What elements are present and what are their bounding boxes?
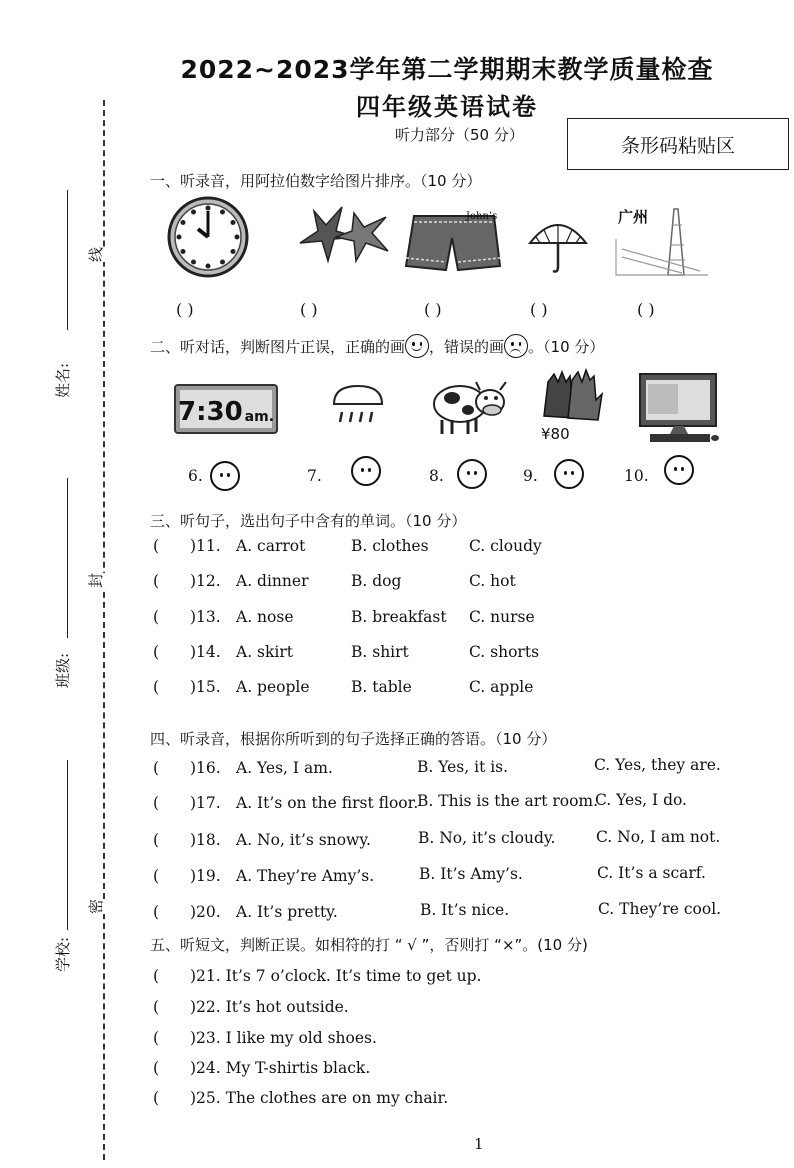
name-label: 姓名:: [54, 362, 72, 398]
q21-statement: )21. It’s 7 o’clock. It’s time to get up.: [190, 967, 482, 985]
barcode-area-label: 条形码粘贴区: [620, 134, 735, 157]
q23-statement: )23. I like my old shoes.: [190, 1029, 377, 1047]
q16-number: )16.: [190, 759, 221, 777]
q7-face-icon[interactable]: [351, 456, 381, 486]
digital-clock-am: am.: [244, 409, 275, 425]
bind-word-mi: 密: [87, 898, 106, 915]
q11-option-c: C. cloudy: [469, 537, 542, 555]
bind-word-xian: 线: [87, 246, 106, 263]
q19-option-c: C. It’s a scarf.: [597, 864, 706, 882]
q16-option-b: B. Yes, it is.: [417, 758, 509, 776]
q13-number: )13.: [190, 608, 221, 626]
q8-number: 8.: [429, 467, 444, 485]
city-tag: 广州: [618, 208, 649, 226]
answer-paren[interactable]: (: [153, 903, 160, 921]
q8-face-icon[interactable]: [457, 459, 487, 489]
q14-number: )14.: [190, 643, 221, 661]
section2-title-prefix: 二、听对话，判断图片正误，正确的画: [150, 338, 406, 356]
q19-number: )19.: [190, 867, 221, 885]
exam-subtitle: 四年级英语试卷: [356, 93, 538, 121]
sad-face-icon: [504, 334, 528, 358]
blank-5[interactable]: ( ): [637, 300, 655, 319]
answer-paren[interactable]: (: [153, 867, 160, 885]
q10-face-icon[interactable]: [664, 455, 694, 485]
page-number: 1: [474, 1135, 484, 1153]
q20-option-b: B. It’s nice.: [420, 901, 510, 919]
barcode-area: [567, 118, 789, 170]
school-label: 学校:: [54, 936, 72, 972]
cow-icon: [430, 374, 510, 436]
answer-paren[interactable]: (: [153, 831, 160, 849]
q17-option-c: C. Yes, I do.: [595, 791, 687, 809]
q6-number: 6.: [188, 467, 203, 485]
rain-cloud-icon: [330, 382, 386, 432]
q11-option-a: A. carrot: [236, 537, 306, 555]
smile-face-icon: [405, 334, 429, 358]
class-underline: [67, 478, 68, 638]
q17-option-b: B. This is the art room.: [417, 792, 599, 810]
q15-option-c: C. apple: [469, 678, 534, 696]
q13-option-b: B. breakfast: [351, 608, 447, 626]
answer-paren[interactable]: (: [153, 794, 160, 812]
listening-part-label: 听力部分（50 分）: [395, 126, 524, 144]
q18-option-c: C. No, I am not.: [596, 828, 721, 846]
blank-2[interactable]: ( ): [300, 300, 318, 319]
q15-option-a: A. people: [236, 678, 310, 696]
q17-option-a: A. It’s on the first floor.: [236, 794, 419, 812]
class-label: 班级:: [54, 652, 72, 688]
q14-option-b: B. shirt: [351, 643, 409, 661]
blank-4[interactable]: ( ): [530, 300, 548, 319]
q14-option-a: A. skirt: [236, 643, 293, 661]
q14-option-c: C. shorts: [469, 643, 540, 661]
digital-clock-time: 7:30: [177, 397, 243, 427]
q13-option-a: A. nose: [236, 608, 294, 626]
q15-option-b: B. table: [351, 678, 412, 696]
q12-option-a: A. dinner: [236, 572, 309, 590]
q18-option-a: A. No, it’s snowy.: [236, 831, 371, 849]
answer-paren[interactable]: (: [153, 572, 160, 590]
shorts-tag: John’s: [466, 211, 498, 222]
q17-number: )17.: [190, 794, 221, 812]
answer-paren[interactable]: (: [153, 643, 160, 661]
q22-statement: )22. It’s hot outside.: [190, 998, 349, 1016]
answer-paren[interactable]: (: [153, 1059, 160, 1077]
section2-title: [150, 334, 604, 358]
q6-face-icon[interactable]: [210, 461, 240, 491]
section5-title: 五、听短文，判断正误。如相符的打 “ √ ”，否则打 “×”。(10 分): [150, 936, 588, 954]
bind-word-feng: 封: [87, 572, 106, 589]
q20-option-a: A. It’s pretty.: [236, 903, 338, 921]
digital-clock-icon: [174, 384, 278, 434]
section1-title: 一、听录音，用阿拉伯数字给图片排序。（10 分）: [150, 172, 482, 190]
q20-option-c: C. They’re cool.: [598, 900, 722, 918]
q7-number: 7.: [307, 467, 322, 485]
q13-option-c: C. nurse: [469, 608, 535, 626]
answer-paren[interactable]: (: [153, 1029, 160, 1047]
gloves-icon: [538, 368, 604, 432]
blank-1[interactable]: ( ): [176, 300, 194, 319]
blank-3[interactable]: ( ): [424, 300, 442, 319]
answer-paren[interactable]: (: [153, 608, 160, 626]
q12-option-b: B. dog: [351, 572, 402, 590]
answer-paren[interactable]: (: [153, 537, 160, 555]
q10-number: 10.: [624, 467, 649, 485]
section4-title: 四、听录音，根据你所听到的句子选择正确的答语。（10 分）: [150, 730, 557, 748]
q15-number: )15.: [190, 678, 221, 696]
q11-number: )11.: [190, 537, 221, 555]
q11-option-b: B. clothes: [351, 537, 429, 555]
section3-title: 三、听句子，选出句子中含有的单词。（10 分）: [150, 512, 467, 530]
section2-title-mid: ，错误的画: [429, 338, 505, 356]
name-underline: [67, 190, 68, 330]
q25-statement: )25. The clothes are on my chair.: [190, 1089, 449, 1107]
q16-option-c: C. Yes, they are.: [594, 756, 721, 774]
clock-icon: [166, 195, 250, 279]
exam-title: 2022~2023学年第二学期期末教学质量检查: [180, 55, 714, 84]
tower-icon: [612, 205, 712, 279]
q19-option-b: B. It’s Amy’s.: [419, 865, 523, 883]
answer-paren[interactable]: (: [153, 967, 160, 985]
answer-paren[interactable]: (: [153, 998, 160, 1016]
q18-number: )18.: [190, 831, 221, 849]
starfish-icon: [294, 203, 392, 265]
q20-number: )20.: [190, 903, 221, 921]
q9-number: 9.: [523, 467, 538, 485]
computer-icon: [638, 372, 722, 446]
section2-title-suffix: 。（10 分）: [528, 338, 605, 356]
q12-option-c: C. hot: [469, 572, 516, 590]
answer-paren[interactable]: (: [153, 759, 160, 777]
answer-paren[interactable]: (: [153, 678, 160, 696]
umbrella-icon: [528, 213, 588, 275]
q19-option-a: A. They’re Amy’s.: [236, 867, 375, 885]
school-underline: [67, 760, 68, 930]
q18-option-b: B. No, it’s cloudy.: [418, 829, 556, 847]
answer-paren[interactable]: (: [153, 1089, 160, 1107]
q12-number: )12.: [190, 572, 221, 590]
q16-option-a: A. Yes, I am.: [236, 759, 333, 777]
q9-face-icon[interactable]: [554, 459, 584, 489]
gloves-price: ¥80: [541, 425, 570, 443]
q24-statement: )24. My T-shirtis black.: [190, 1059, 371, 1077]
